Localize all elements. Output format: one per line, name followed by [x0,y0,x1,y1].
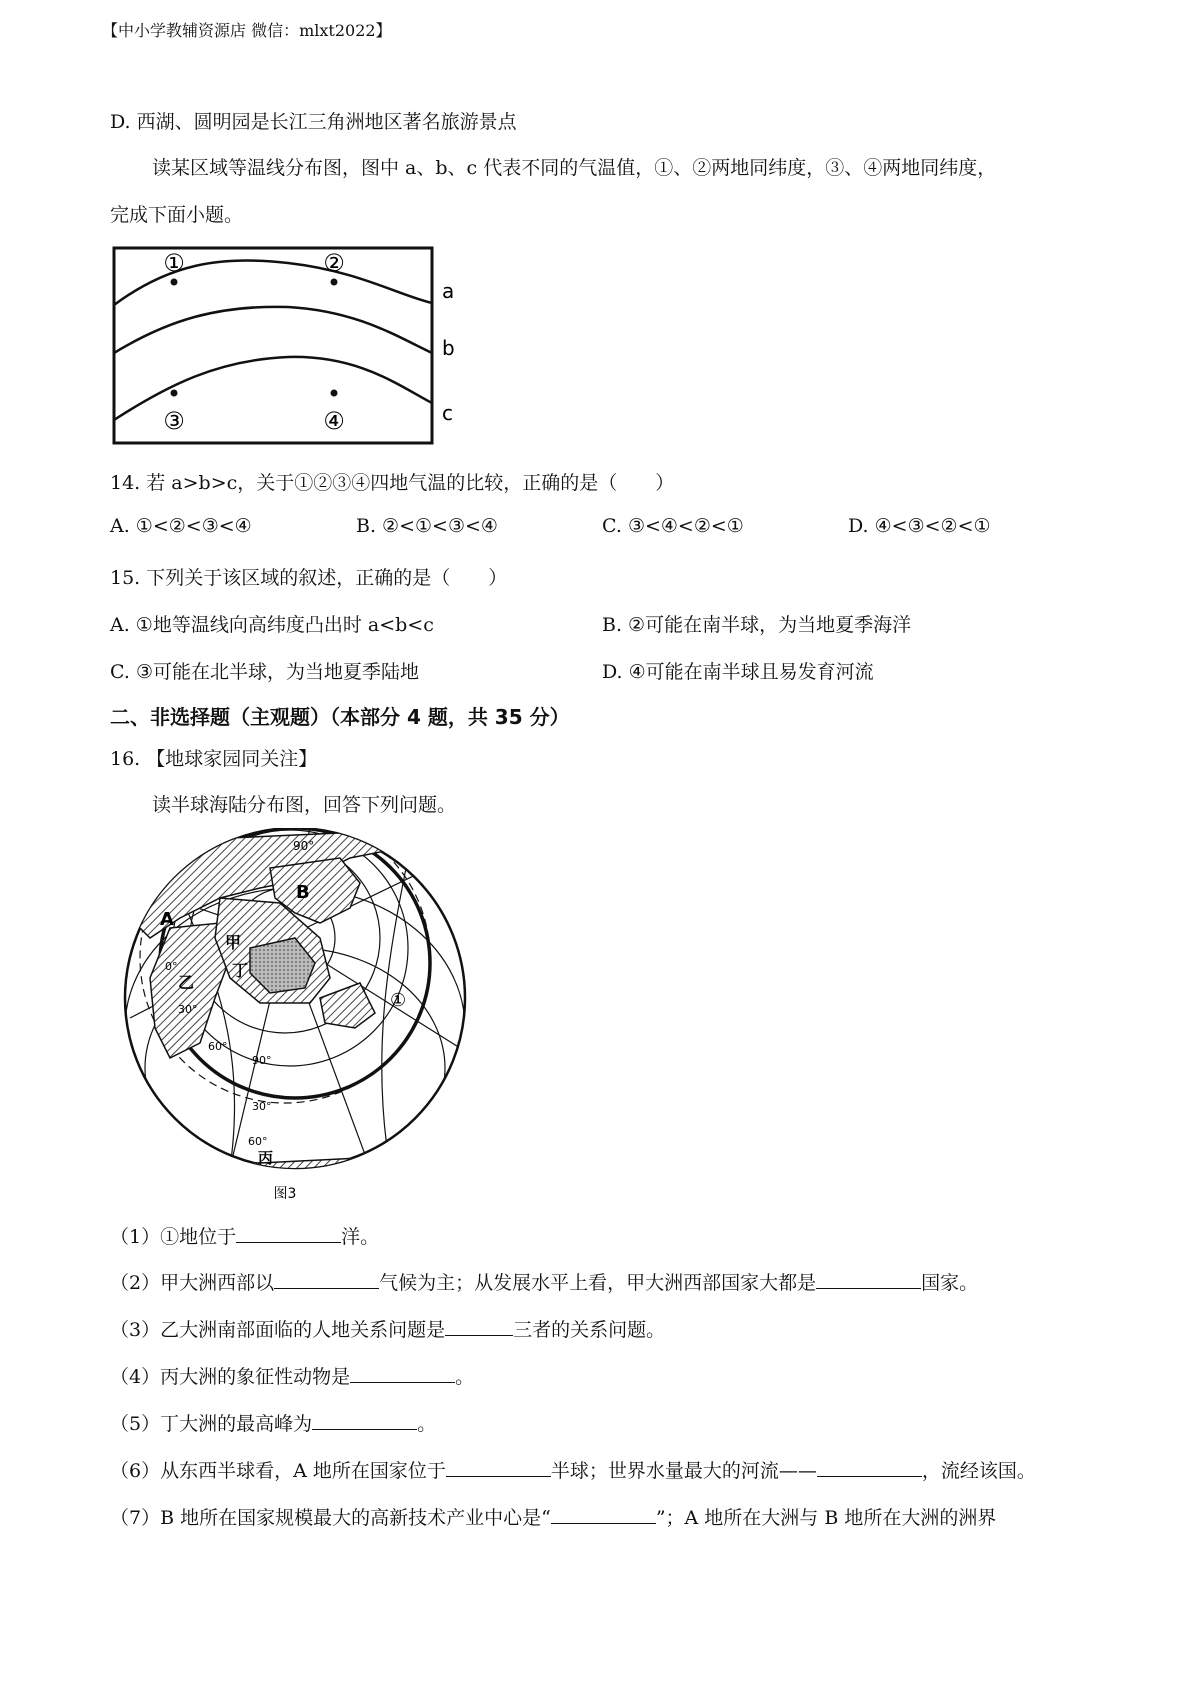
figure-caption: 图3 [273,1186,297,1202]
q16-sub1 [110,1222,379,1249]
q16-sub7-text-a: （7）B 地所在国家规模最大的高新技术产业中心是“ [110,1507,551,1529]
q16-sub6-blank-1[interactable] [446,1458,551,1477]
q16-sub5-text-a: （5）丁大洲的最高峰为 [110,1413,313,1435]
q16-sub7 [110,1503,996,1530]
q16-title: 16. 【地球家园同关注】 [110,748,318,770]
point-3-dot [171,390,178,397]
isotherm-figure [108,245,468,450]
label-90-top: 90° [293,839,315,853]
label-0-deg: 0° [165,960,178,973]
q16-sub7-blank[interactable] [551,1505,656,1524]
q16-sub3-blank[interactable] [445,1317,513,1336]
q16-sub4 [110,1362,474,1389]
q14-option-a[interactable]: A. ①<②<③<④ [110,515,252,537]
q16-sub3-text-a: （3）乙大洲南部面临的人地关系问题是 [110,1319,446,1341]
label-60-left: 60° [208,1040,228,1053]
q16-sub2-text-b: 气候为主；从发展水平上看，甲大洲西部国家大都是 [379,1272,817,1294]
point-2-dot [331,279,338,286]
q15-option-d[interactable]: D. ④可能在南半球且易发育河流 [602,661,874,683]
q16-sub4-text-b: 。 [455,1366,475,1388]
q16-sub2 [110,1268,978,1295]
q15-stem: 15. 下列关于该区域的叙述，正确的是（ ） [110,567,508,589]
q14-option-c[interactable]: C. ③<④<②<① [602,515,744,537]
line-label-a: a [442,279,455,303]
point-3-label: ③ [163,407,185,435]
point-2-label: ② [323,249,345,277]
intro-line-1: 读某区域等温线分布图，图中 a、b、c 代表不同的气温值，①、②两地同纬度，③、④两地同纬度， [152,157,997,179]
line-label-c: c [442,401,453,425]
intro-line-2: 完成下面小题。 [110,204,244,226]
q16-sub1-text-a: （1）①地位于 [110,1226,237,1248]
q16-sub2-text-a: （2）甲大洲西部以 [110,1272,275,1294]
q14-stem: 14. 若 a>b>c，关于①②③④四地气温的比较，正确的是（ ） [110,472,675,494]
q16-sub2-blank-1[interactable] [274,1270,379,1289]
label-circle-1: ① [390,990,407,1011]
q16-sub5 [110,1409,436,1436]
q16-sub6-blank-2[interactable] [817,1458,922,1477]
label-30-bottom: 30° [252,1100,272,1113]
label-ding: 丁 [232,961,249,980]
q16-sub3-text-b: 三者的关系问题。 [513,1319,666,1341]
q16-sub2-text-c: 国家。 [921,1272,979,1294]
prev-option-d: D. 西湖、圆明园是长江三角洲地区著名旅游景点 [110,111,517,133]
q16-sub6-text-a: （6）从东西半球看，A 地所在国家位于 [110,1460,446,1482]
q16-sub6-text-b: 半球；世界水量最大的河流—— [550,1460,817,1482]
label-jia: 甲 [225,933,242,952]
q16-sub5-text-b: 。 [417,1413,437,1435]
point-1-dot [171,279,178,286]
q16-sub6 [110,1456,1036,1483]
q15-option-c[interactable]: C. ③可能在北半球，为当地夏季陆地 [110,661,419,683]
label-60-bottom: 60° [248,1135,268,1148]
q16-sub1-text-b: 洋。 [341,1226,380,1248]
q16-sub4-blank[interactable] [350,1364,455,1383]
q15-option-b[interactable]: B. ②可能在南半球，为当地夏季海洋 [602,614,912,636]
point-1-label: ① [163,249,185,277]
q16-sub4-text-a: （4）丙大洲的象征性动物是 [110,1366,351,1388]
q16-sub3 [110,1315,665,1342]
q14-option-d[interactable]: D. ④<③<②<① [848,515,991,537]
q16-sub2-blank-2[interactable] [816,1270,921,1289]
point-4-label: ④ [323,407,345,435]
label-bing: 丙 [258,1149,274,1167]
label-b: B [296,882,310,903]
label-yi: 乙 [178,973,195,992]
header-banner: 【中小学教辅资源店 微信：mlxt2022】 [102,21,392,40]
section-2-heading: 二、非选择题（主观题）（本部分 4 题，共 35 分） [110,705,570,729]
q16-sub5-blank[interactable] [312,1411,417,1430]
q16-sub1-blank[interactable] [236,1224,341,1243]
point-4-dot [331,390,338,397]
line-label-b: b [442,336,455,360]
hemisphere-map [110,828,480,1206]
label-a: A [160,909,174,930]
label-30-left: 30° [178,1003,198,1016]
q16-sub6-text-c: ，流经该国。 [921,1460,1036,1482]
q15-option-a[interactable]: A. ①地等温线向高纬度凸出时 a<b<c [110,614,434,636]
q14-option-b[interactable]: B. ②<①<③<④ [356,515,498,537]
q16-sub7-text-b: ”；A 地所在大洲与 B 地所在大洲的洲界 [655,1507,997,1529]
q16-intro: 读半球海陆分布图，回答下列问题。 [152,794,457,816]
label-90-bottom: 90° [252,1054,272,1067]
